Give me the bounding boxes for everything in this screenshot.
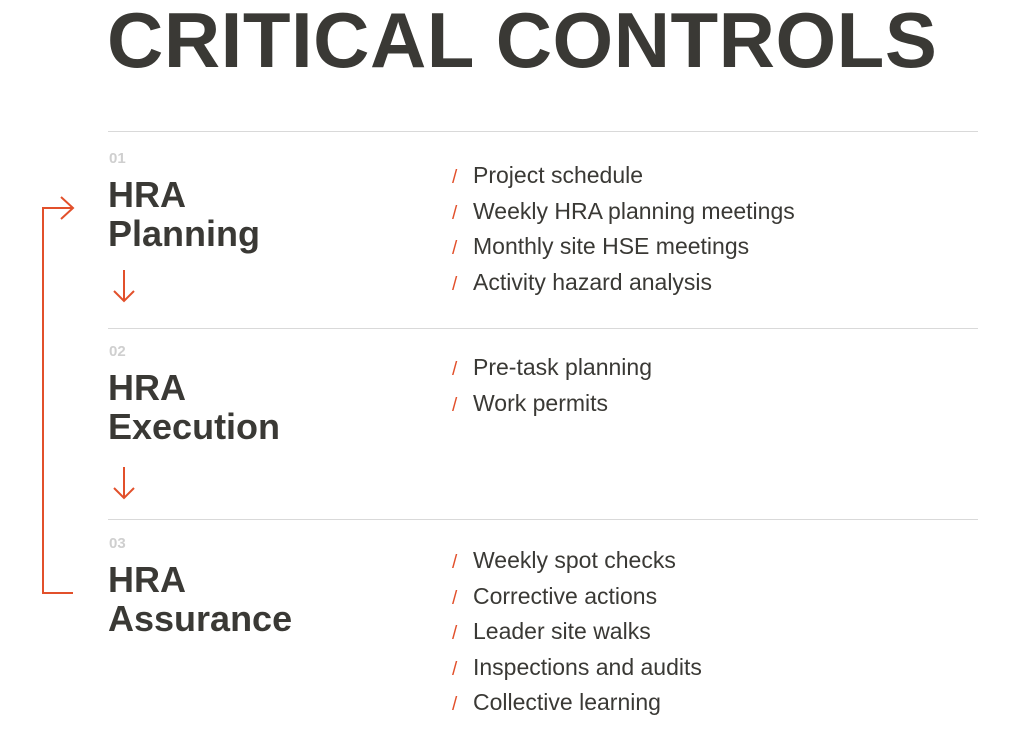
list-item-label: Activity hazard analysis — [473, 268, 713, 295]
section-divider — [108, 519, 978, 520]
list-item-label: Inspections and audits — [473, 653, 702, 680]
section-title-line: HRA — [108, 559, 186, 600]
page-title: CRITICAL CONTROLS — [107, 0, 938, 84]
list-item — [452, 614, 702, 650]
list-item-label: Monthly site HSE meetings — [473, 233, 750, 259]
list-item-label: Collective learning — [473, 689, 661, 715]
list-item — [452, 194, 795, 230]
section-number: 02 — [109, 343, 126, 360]
list-item — [452, 650, 702, 686]
section-title-execution — [108, 368, 280, 446]
control-list-execution — [452, 350, 652, 421]
slash-bullet-icon: / — [452, 623, 458, 644]
list-item — [452, 158, 795, 194]
list-item-label: Pre-task planning — [473, 354, 652, 380]
slash-bullet-icon: / — [452, 167, 458, 188]
section-title-planning — [108, 175, 260, 253]
list-item — [452, 386, 652, 422]
list-item-label: Project schedule — [473, 162, 644, 188]
section-title-line: HRA — [108, 367, 186, 408]
slash-bullet-icon: / — [452, 587, 458, 609]
section-title-line: Planning — [108, 213, 260, 254]
control-list-assurance — [452, 543, 702, 721]
list-item — [452, 229, 795, 265]
list-item-label: Weekly HRA planning meetings — [473, 197, 795, 224]
slash-bullet-icon: / — [452, 238, 458, 259]
slash-bullet-icon: / — [452, 552, 458, 573]
list-item — [452, 350, 652, 386]
arrow-down-icon — [111, 465, 137, 501]
section-title-line: Execution — [108, 406, 281, 447]
arrow-down-icon — [111, 268, 137, 304]
section-title-line: Assurance — [108, 598, 293, 639]
slash-bullet-icon: / — [452, 394, 458, 416]
list-item — [452, 579, 702, 615]
slash-bullet-icon: / — [452, 202, 458, 224]
control-list-planning — [452, 158, 795, 300]
slash-bullet-icon: / — [452, 273, 458, 295]
list-item — [452, 685, 702, 721]
section-divider — [108, 328, 978, 329]
section-title-line: HRA — [108, 174, 186, 215]
list-item — [452, 265, 795, 301]
slash-bullet-icon: / — [452, 359, 458, 380]
section-divider — [108, 131, 978, 132]
list-item-label: Weekly spot checks — [473, 547, 676, 573]
list-item-label: Corrective actions — [473, 582, 658, 609]
list-item — [452, 543, 702, 579]
slash-bullet-icon: / — [452, 658, 458, 680]
section-number: 03 — [109, 535, 126, 552]
list-item-label: Leader site walks — [473, 618, 651, 644]
slash-bullet-icon: / — [452, 694, 458, 715]
section-title-assurance — [108, 560, 292, 638]
section-number: 01 — [109, 150, 126, 167]
list-item-label: Work permits — [473, 389, 609, 416]
